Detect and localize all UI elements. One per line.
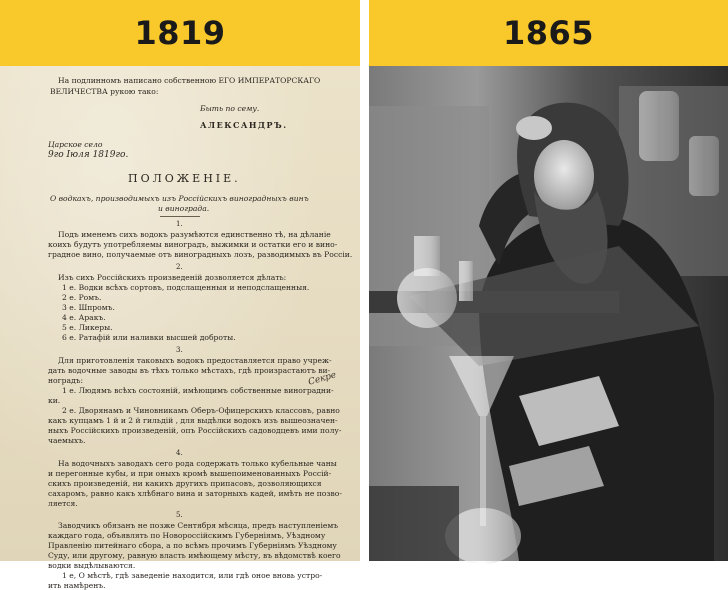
doc-line: 5 е. Ликеры. <box>62 323 113 332</box>
doc-line: ляется. <box>48 499 78 508</box>
doc-title: ПОЛОЖЕНІЕ. <box>128 172 241 185</box>
doc-line: Суду, или другому, равную власть имѣющему мѣсту, въ вѣдомствѣ коего <box>48 551 341 560</box>
doc-line: градное вино, получаемые отъ виноградныхъ лозъ, разводимыхъ въ Россіи. <box>48 250 353 259</box>
doc-line: скихъ произведеній, ни какихъ другихъ припасовъ, дозволяющихся <box>48 479 322 488</box>
doc-margin-note: Секре <box>307 370 338 388</box>
doc-section-number: 1. <box>176 220 183 228</box>
photo-image <box>369 66 728 561</box>
doc-line: коихъ будутъ употребляемы виноградъ, выжимки и остатки его и вино- <box>48 240 338 249</box>
doc-line: Для приготовленія таковыхъ водокъ предоставляется право учреж- <box>58 356 332 365</box>
doc-line: 3 е. Шпромъ. <box>62 303 115 312</box>
doc-line: ныхъ Россійскихъ произведеній, опъ Россійскихъ садоводцевъ ими полу- <box>48 426 342 435</box>
doc-line: чаемыхъ. <box>48 436 86 445</box>
photo-illustration <box>369 66 728 561</box>
doc-line: Изъ сихъ Россійскихъ произведеній дозволяется дѣлать: <box>58 273 287 282</box>
doc-subtitle: О водкахъ, производимыхъ изъ Россійскихъ виноградныхъ винъ <box>50 194 309 203</box>
doc-line: Царское село <box>48 140 103 149</box>
photo-bottle <box>459 261 473 301</box>
doc-line: 6 е. Ратафій или наливки высшей доброты. <box>62 333 236 342</box>
doc-divider <box>160 216 200 217</box>
doc-line: какъ купцамъ 1 й и 2 й гильдій , для выдѣлки водокъ изъ вышеозначен- <box>48 416 338 425</box>
doc-section-number: 2. <box>176 263 183 271</box>
panel-1865 <box>369 0 728 561</box>
doc-section-number: 4. <box>176 449 183 457</box>
doc-line: водки выдѣлываются. <box>48 561 136 570</box>
doc-subtitle: и винограда. <box>158 204 210 213</box>
doc-line: ки. <box>48 396 61 405</box>
panel-gutter <box>360 0 369 561</box>
doc-line: На водочныхъ заводахъ сего рода содержать только кубельные чаны <box>58 459 337 468</box>
doc-section-number: 3. <box>176 346 183 354</box>
doc-line: 1 е, О мѣстѣ, гдѣ заведеніе находится, или гдѣ оное вновь устро- <box>62 571 323 580</box>
photo-hand <box>516 116 552 140</box>
doc-line: На подлинномъ написано собственною ЕГО ИМПЕРАТОРСКАГО <box>58 76 321 85</box>
doc-line: каждаго года, объявлять по Новороссійскимъ Губерніямъ, Уѣздному <box>48 531 326 540</box>
year-banner-1819 <box>0 0 360 66</box>
doc-line: Правленію питейнаго сбора, а по всѣмъ прочимъ Губерніямъ Уѣздному <box>48 541 337 550</box>
doc-line: 4 е. Аракъ. <box>62 313 106 322</box>
doc-line: Подъ именемъ сихъ водокъ разумѣются единственно тѣ, на дѣланіе <box>58 230 331 239</box>
doc-line: ить намѣренъ. <box>48 581 106 590</box>
year-label-1819: 1819 <box>134 14 226 52</box>
doc-section-number: 5. <box>176 511 183 519</box>
doc-line: 2 е. Ромъ. <box>62 293 102 302</box>
panel-1819 <box>0 0 360 590</box>
year-label-1865: 1865 <box>502 14 595 52</box>
doc-line: Заводчикъ обязанъ не позже Сентября мѣсяца, предъ наступленіемъ <box>58 521 339 530</box>
year-banner-1865 <box>369 0 728 66</box>
photo-floor-shadow <box>369 486 459 561</box>
document-image <box>0 66 360 590</box>
doc-line: 2 е. Дворянамъ и Чиновникамъ Оберъ-Офицерскихъ классовъ, равно <box>62 406 340 415</box>
doc-line: ноградъ: <box>48 376 84 385</box>
doc-line: Быть по сему. <box>200 104 260 113</box>
doc-date: 9го Іюля 1819го. <box>48 150 129 160</box>
photo-jar <box>639 91 679 161</box>
doc-line: 1 е. Водки всѣхъ сортовъ, подслащенныя и неподслащенныя. <box>62 283 310 292</box>
doc-line: дать водочные заводы въ тѣхъ только мѣстахъ, гдѣ произрастаютъ ви- <box>48 366 331 375</box>
photo-jar <box>689 136 719 196</box>
photo-flask-bowl <box>397 268 457 328</box>
doc-line: ВЕЛИЧЕСТВА рукою тако: <box>50 87 159 96</box>
doc-line: 1 е. Людямъ всѣхъ состояній, имѣющимъ собственные виноградни- <box>62 386 334 395</box>
doc-line: сахаромъ, равно какъ хлѣбнаго вина и заторныхъ кадей, имѣть не позво- <box>48 489 342 498</box>
doc-signature: АЛЕКСАНДРЪ. <box>200 120 288 130</box>
photo-face <box>534 140 594 212</box>
doc-line: и перегонные кубы, и при оныхъ кромѣ вышепоименованныхъ Россій- <box>48 469 332 478</box>
